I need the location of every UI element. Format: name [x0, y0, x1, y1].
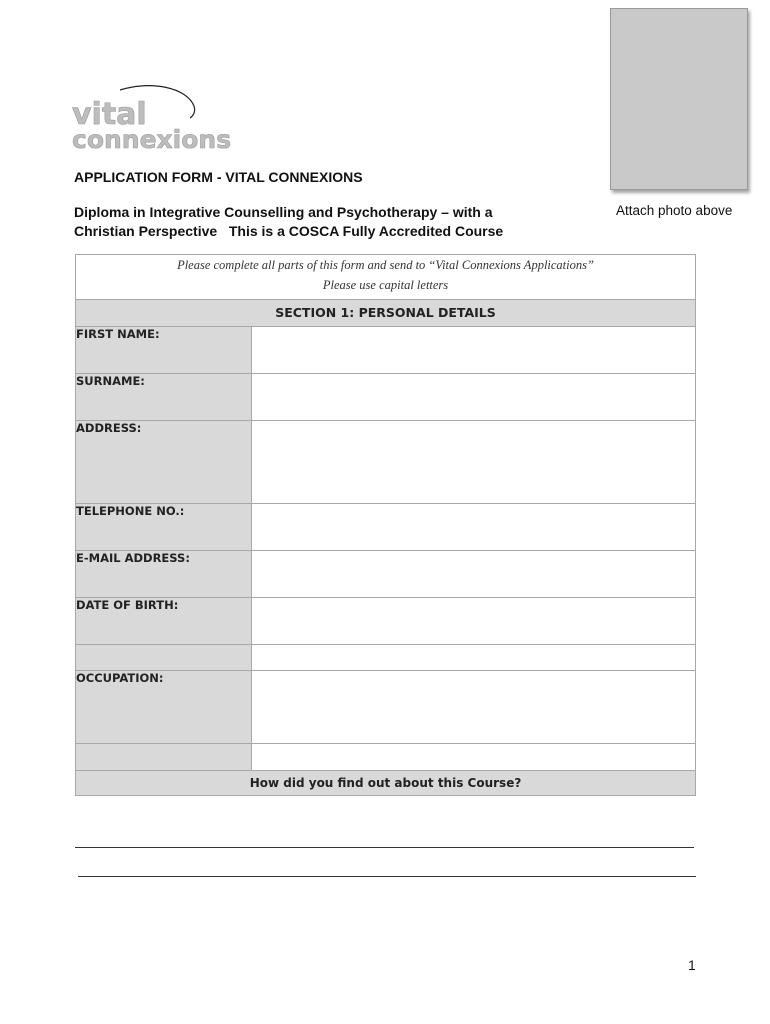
occupation-field[interactable]	[252, 671, 696, 744]
first-name-label: FIRST NAME:	[76, 327, 252, 374]
subtitle-line-1: Diploma in Integrative Counselling and Psychotherapy – with a	[74, 204, 493, 220]
email-label: E-MAIL ADDRESS:	[76, 551, 252, 598]
email-field[interactable]	[252, 551, 696, 598]
vital-connexions-logo	[72, 84, 252, 154]
address-field[interactable]	[252, 421, 696, 504]
instructions	[76, 255, 696, 300]
telephone-field[interactable]	[252, 504, 696, 551]
date-of-birth-field[interactable]	[252, 598, 696, 645]
surname-label: SURNAME:	[76, 374, 252, 421]
section-1-heading: SECTION 1: PERSONAL DETAILS	[76, 300, 696, 327]
instruction-line-1: Please complete all parts of this form and send to “Vital Connexions Applications”	[177, 258, 594, 272]
date-of-birth-label: DATE OF BIRTH:	[76, 598, 252, 645]
logo-text-vital: vital	[72, 97, 147, 132]
form-title: APPLICATION FORM - VITAL CONNEXIONS	[74, 169, 363, 185]
instruction-line-2: Please use capital letters	[322, 278, 449, 292]
subtitle-line-2: Christian Perspective This is a COSCA Fully Accredited Course	[74, 223, 504, 239]
occupation-label: OCCUPATION:	[76, 671, 252, 744]
first-name-field[interactable]	[252, 327, 696, 374]
blank-field-2[interactable]	[252, 744, 696, 771]
find-out-question: How did you find out about this Course?	[76, 771, 696, 796]
page-number: 1	[688, 957, 696, 973]
personal-details-form	[75, 254, 696, 796]
answer-line-2[interactable]	[78, 876, 696, 877]
blank-label-cell	[76, 744, 252, 771]
course-subtitle	[74, 203, 503, 241]
photo-label: Attach photo above	[616, 203, 733, 218]
photo-placeholder[interactable]	[610, 8, 748, 190]
blank-field-1[interactable]	[252, 645, 696, 671]
surname-field[interactable]	[252, 374, 696, 421]
logo-text-connexions: connexions	[72, 125, 232, 154]
telephone-label: TELEPHONE NO.:	[76, 504, 252, 551]
answer-line-1[interactable]	[75, 847, 694, 848]
blank-label-cell	[76, 645, 252, 671]
address-label: ADDRESS:	[76, 421, 252, 504]
